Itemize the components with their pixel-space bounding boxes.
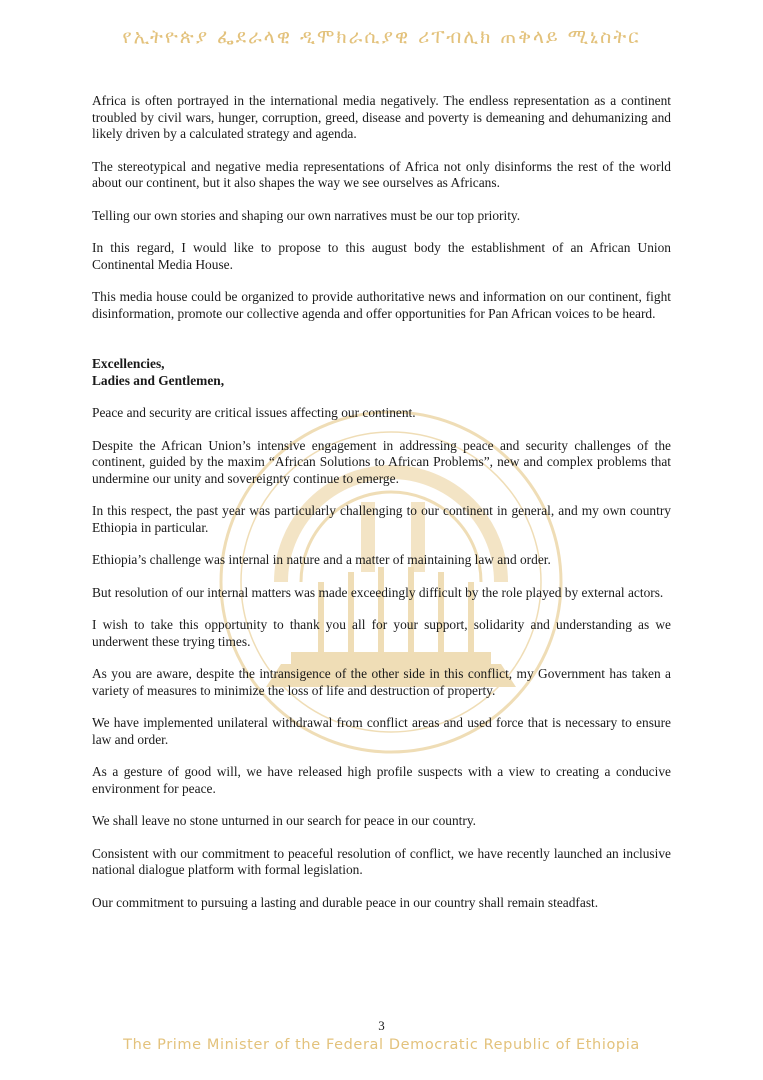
letterhead-amharic-title: የኢትዮጵያ ፌደራላዊ ዲሞክራሲያዊ ሪፐብሊክ ጠቅላይ ሚኒስትር — [122, 26, 641, 48]
paragraph: We shall leave no stone unturned in our search for peace in our country. — [92, 813, 477, 828]
letterhead-english-footer: The Prime Minister of the Federal Democratic Republic of Ethiopia — [123, 1037, 640, 1053]
paragraph: Despite the African Union’s intensive engagement in addressing peace and security challenges of the continent, guided by the maxim “African Solutions to African Problems”, new and complex problems that undermine our unity and sovereignty continue to emerge. — [92, 437, 671, 486]
paragraph: Africa is often portrayed in the international media negatively. The endless representation as a continent troubled by civil wars, hunger, corruption, greed, disease and poverty is demeaning and dehumanizing and likely driven by a calculated strategy and agenda. — [92, 93, 671, 141]
paragraph: As you are aware, despite the intransigence of the other side in this conflict, my Government has taken a variety of measures to minimize the loss of life and destruction of property. — [92, 666, 671, 698]
paragraph: Consistent with our commitment to peaceful resolution of conflict, we have recently launched an inclusive national dialogue platform with formal legislation. — [92, 845, 671, 877]
paragraph: Peace and security are critical issues affecting our continent. — [92, 405, 416, 420]
paragraph: The stereotypical and negative media representations of Africa not only disinforms the rest of the world about our continent, but it also shapes the way we see ourselves as Africans. — [92, 158, 671, 190]
paragraph: In this respect, the past year was particularly challenging to our continent in general, and my own country Ethiopia in particular. — [92, 503, 671, 535]
paragraph: In this regard, I would like to propose to this august body the establishment of an African Union Continental Media House. — [92, 240, 671, 272]
salutation — [92, 356, 671, 389]
paragraph: This media house could be organized to provide authoritative news and information on our continent, fight disinformation, promote our collective agenda and offer opportunities for Pan African voices to be heard. — [92, 289, 671, 321]
paragraph: Telling our own stories and shaping our own narratives must be our top priority. — [92, 207, 521, 223]
paragraph: We have implemented unilateral withdrawal from conflict areas and used force that is necessary to ensure law and order. — [92, 715, 671, 747]
letter-body — [92, 93, 671, 927]
paragraph: Our commitment to pursuing a lasting and durable peace in our country shall remain steadfast. — [92, 894, 599, 910]
salutation-line-excellencies: Excellencies, — [92, 356, 165, 371]
salutation-line-ladies-gentlemen: Ladies and Gentlemen, — [92, 372, 225, 388]
paragraph: But resolution of our internal matters was made exceedingly difficult by the role played by external actors. — [92, 584, 664, 600]
page-number: 3 — [378, 1018, 385, 1033]
paragraph: As a gesture of good will, we have released high profile suspects with a view to creating a conducive environment for peace. — [92, 764, 671, 796]
paragraph: I wish to take this opportunity to thank you all for your support, solidarity and understanding as we underwent these trying times. — [92, 617, 671, 649]
paragraph: Ethiopia’s challenge was internal in nature and a matter of maintaining law and order. — [92, 552, 551, 567]
